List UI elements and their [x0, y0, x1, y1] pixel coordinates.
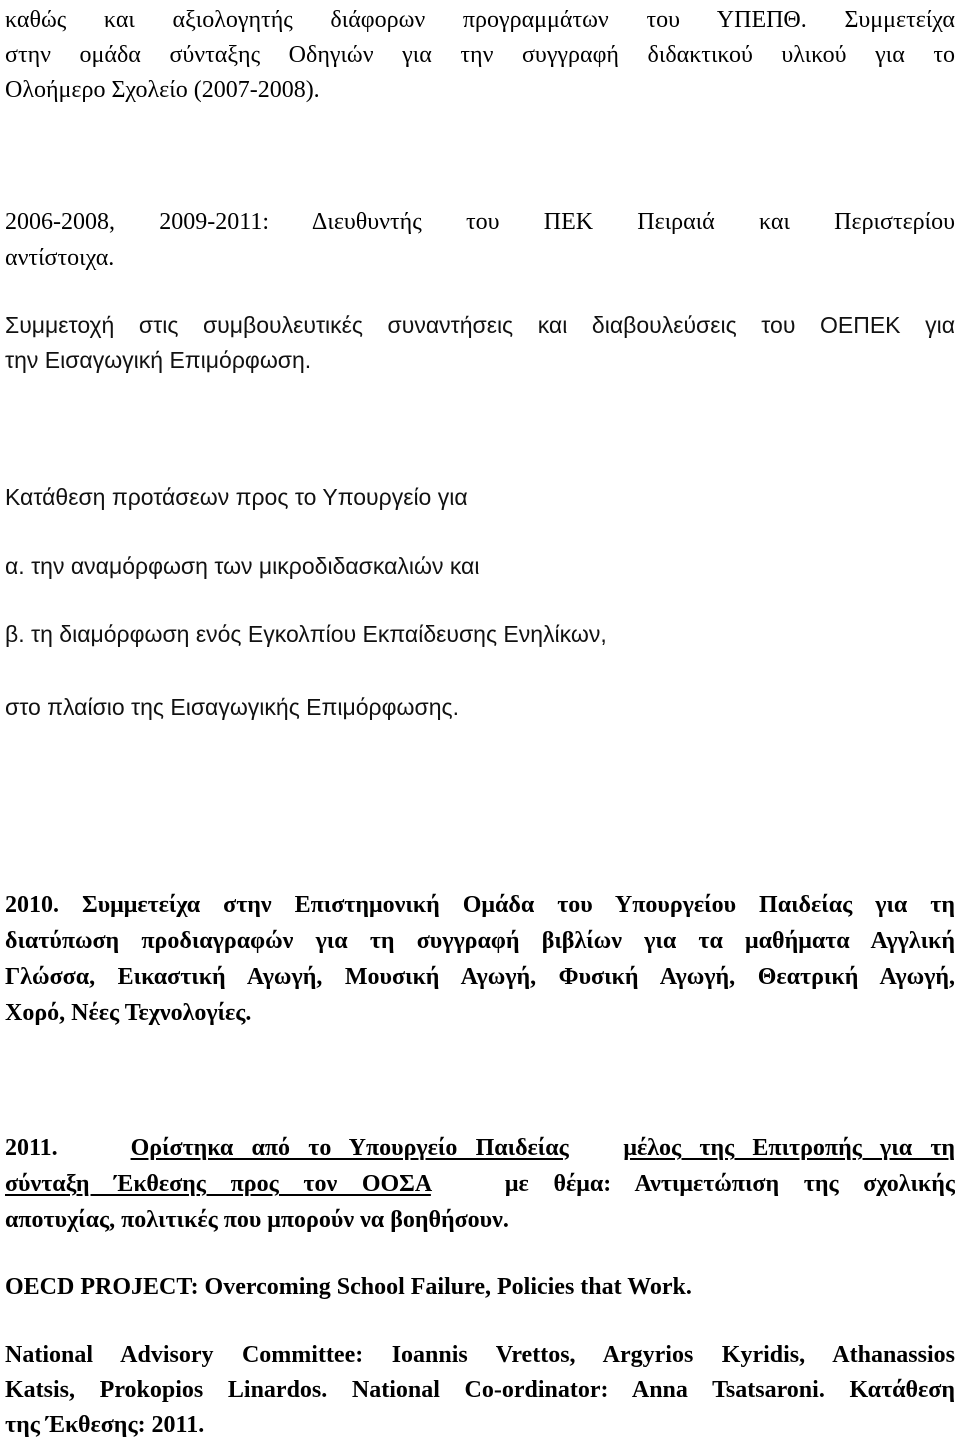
director-line-2: αντίστοιχα. — [5, 245, 115, 271]
proposals-item-a: α. την αναμόρφωση των μικροδιδασκαλιών και — [5, 553, 480, 579]
advisory-line-1: National Advisory Committee: Ioannis Vrettos, Argyrios Kyridis, Athanassios — [5, 1342, 955, 1368]
intro-line-1: καθώς και αξιολογητής διάφορων προγραμμάτων του ΥΠΕΠΘ. Συμμετείχα — [5, 7, 955, 33]
p2011-year: 2011. — [5, 1135, 58, 1161]
proposals-item-a-block — [5, 548, 955, 584]
advisory-line-2: Katsis, Prokopios Linardos. National Co-ordinator: Anna Tsatsaroni. Κατάθεση — [5, 1377, 955, 1403]
oecd-project: OECD PROJECT: Overcoming School Failure, Policies that Work. — [5, 1274, 692, 1300]
proposals-context: στο πλαίσιο της Εισαγωγικής Επιμόρφωσης. — [5, 694, 459, 720]
p2011-line-1 — [5, 1130, 955, 1166]
paragraph-2010 — [5, 887, 955, 1031]
advisory-committee — [5, 1338, 955, 1443]
proposals-item-b-block — [5, 616, 955, 652]
director-line-1: 2006-2008, 2009-2011: Διευθυντής του ΠΕΚ Πειραιά και Περιστερίου — [5, 209, 955, 235]
paragraph-2011 — [5, 1130, 955, 1238]
p2010-line-1: 2010. Συμμετείχα στην Επιστημονική Ομάδα του Υπουργείου Παιδείας για τη — [5, 892, 955, 918]
proposals-item-b: β. τη διαμόρφωση ενός Εγκολπίου Εκπαίδευσης Ενηλίκων, — [5, 621, 607, 647]
p2010-line-3: Γλώσσα, Εικαστική Αγωγή, Μουσική Αγωγή, Φυσική Αγωγή, Θεατρική Αγωγή, — [5, 964, 955, 990]
intro-line-3: Ολοήμερο Σχολείο (2007-2008). — [5, 77, 320, 103]
p2010-line-4: Χορό, Νέες Τεχνολογίες. — [5, 1000, 252, 1026]
oepek-line-2: την Εισαγωγική Επιμόρφωση. — [5, 347, 312, 373]
p2010-line-2: διατύπωση προδιαγραφών για τη συγγραφή βιβλίων για τα μαθήματα Αγγλική — [5, 928, 955, 954]
proposals-context-block — [5, 689, 955, 725]
p2011-line-2 — [5, 1166, 955, 1202]
oecd-project-block — [5, 1269, 955, 1305]
proposals-heading-block — [5, 479, 955, 515]
proposals-heading: Κατάθεση προτάσεων προς το Υπουργείο για — [5, 484, 468, 510]
p2011-committee-text: μέλος της Επιτροπής για τη — [623, 1135, 955, 1161]
p2011-topic-text: με θέμα: Αντιμετώπιση της σχολικής — [504, 1171, 955, 1197]
p2011-report-text: σύνταξη Έκθεσης προς τον ΟΟΣΑ — [5, 1171, 431, 1197]
oepek-line-1: Συμμετοχή στις συμβουλευτικές συναντήσεις και διαβουλεύσεις του ΟΕΠΕΚ για — [5, 312, 955, 338]
p2011-appointed-text: Ορίστηκα από το Υπουργείο Παιδείας — [130, 1135, 569, 1161]
oepek-paragraph — [5, 308, 955, 378]
intro-paragraph — [5, 3, 955, 108]
advisory-line-3: της Έκθεσης: 2011. — [5, 1412, 205, 1438]
intro-line-2: στην ομάδα σύνταξης Οδηγιών για την συγγραφή διδακτικού υλικού για το — [5, 42, 955, 68]
director-paragraph — [5, 204, 955, 276]
p2011-line-3: αποτυχίας, πολιτικές που μπορούν να βοηθήσουν. — [5, 1207, 509, 1233]
